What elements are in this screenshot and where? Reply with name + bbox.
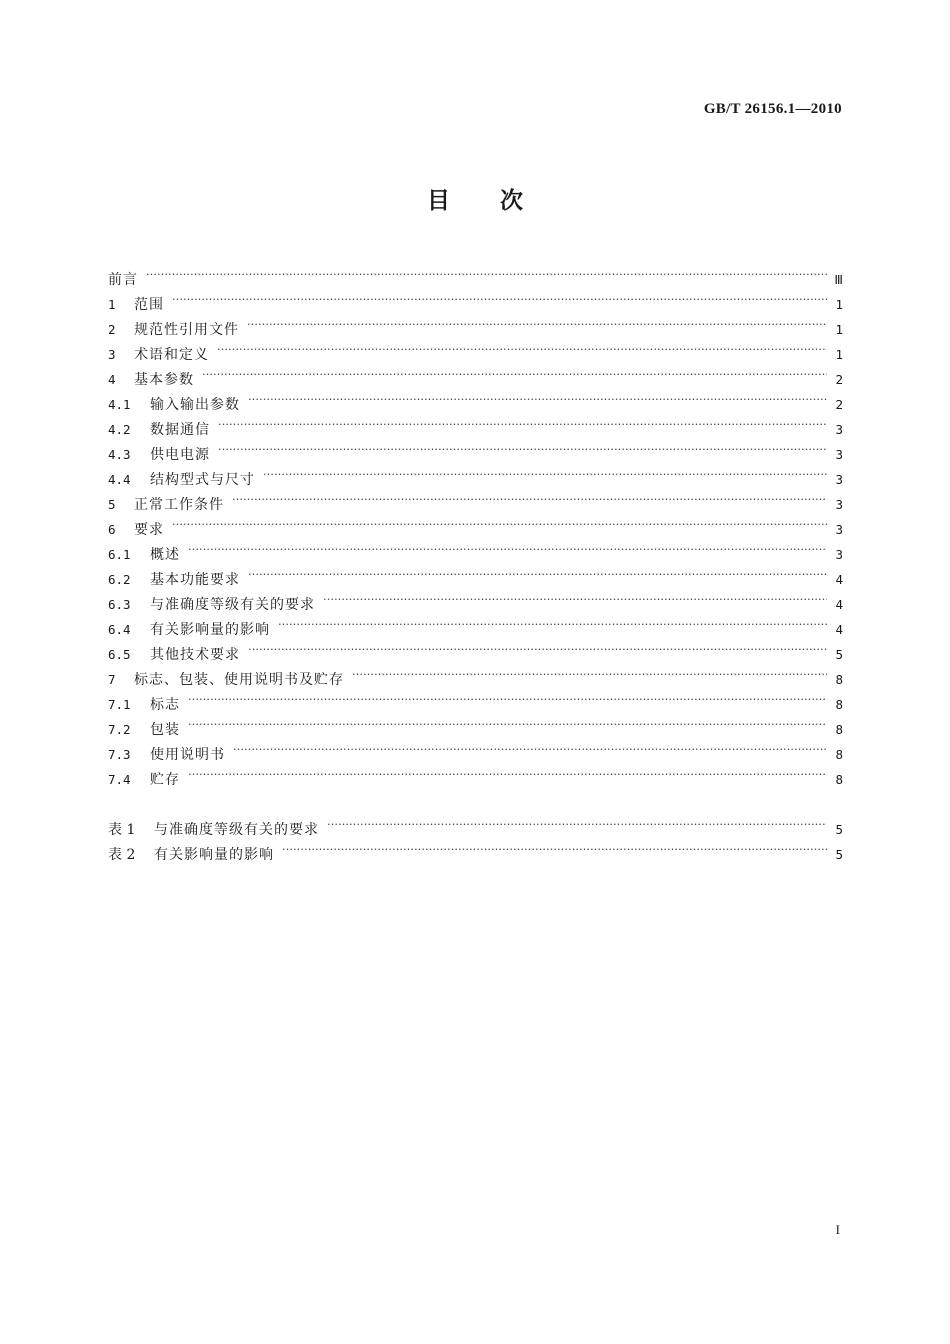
toc-table-number: 表 1: [108, 822, 136, 838]
toc-entry-number: 6.3: [108, 597, 131, 612]
toc-dot-leader: [233, 734, 827, 759]
toc-dot-leader: [248, 384, 827, 409]
toc-entry[interactable]: [108, 509, 843, 538]
toc-dot-leader: [263, 459, 827, 484]
toc-entry-number: 6.5: [108, 647, 131, 662]
toc-entry[interactable]: [108, 409, 843, 438]
toc-entry-label: 规范性引用文件: [134, 322, 239, 338]
toc-entry-label: 贮存: [150, 772, 180, 788]
toc-table-label: 有关影响量的影响: [154, 847, 274, 863]
toc-entry-label: 术语和定义: [134, 347, 209, 363]
toc-entry-label: 要求: [134, 522, 164, 538]
toc-entry-number: 4.2: [108, 422, 131, 437]
toc-entry-page: 8: [835, 772, 843, 787]
toc-entry-page: 8: [835, 697, 843, 712]
toc-entry-page: 3: [835, 472, 843, 487]
toc-entry-label: 数据通信: [150, 422, 210, 438]
toc-dot-leader: [248, 634, 827, 659]
toc-entry[interactable]: [108, 734, 843, 763]
toc-entry-page: Ⅲ: [834, 272, 843, 287]
toc-entry-label: 使用说明书: [150, 747, 225, 763]
toc-entry[interactable]: [108, 359, 843, 388]
toc-entry-number: 7.1: [108, 697, 131, 712]
toc-dot-leader: [248, 559, 827, 584]
toc-entry-number: 6: [108, 522, 116, 537]
toc-entry-page: 4: [835, 622, 843, 637]
toc-dot-leader: [188, 534, 827, 559]
toc-entry-number: 7.2: [108, 722, 131, 737]
toc-entry-label: 包装: [150, 722, 180, 738]
toc-dot-leader: [188, 709, 827, 734]
toc-entry[interactable]: [108, 459, 843, 488]
toc-dot-leader: [172, 284, 827, 309]
toc-entry-number: 7.3: [108, 747, 131, 762]
toc-entry-preface[interactable]: [108, 259, 843, 288]
toc-entry-number: 6.4: [108, 622, 131, 637]
toc-dot-leader: [327, 809, 827, 834]
toc-entry-page: 3: [835, 422, 843, 437]
toc-entry-page: 8: [835, 672, 843, 687]
toc-entry-page: 1: [835, 322, 843, 337]
page-title: 目次: [427, 188, 573, 214]
toc-dot-leader: [146, 259, 827, 284]
toc-entry-label: 输入输出参数: [150, 397, 240, 413]
toc-entry-page: 2: [835, 397, 843, 412]
toc-dot-leader: [323, 584, 827, 609]
toc-entry-number: 2: [108, 322, 116, 337]
toc-entry-number: 5: [108, 497, 116, 512]
toc-dot-leader: [218, 409, 827, 434]
toc-entry-page: 2: [835, 372, 843, 387]
toc-entry-number: 7: [108, 672, 116, 687]
table-of-contents: [108, 259, 843, 863]
toc-entry-page: 8: [835, 747, 843, 762]
toc-entry-label: 标志、包装、使用说明书及贮存: [134, 672, 344, 688]
toc-table-page: 5: [835, 822, 843, 837]
toc-entry[interactable]: [108, 534, 843, 563]
toc-dot-leader: [202, 359, 827, 384]
toc-entry-label: 基本功能要求: [150, 572, 240, 588]
toc-dot-leader: [188, 684, 827, 709]
toc-dot-leader: [352, 659, 827, 684]
toc-entry-page: 3: [835, 522, 843, 537]
toc-entry-page: 3: [835, 547, 843, 562]
toc-entry-label: 供电电源: [150, 447, 210, 463]
toc-entry-label: 与准确度等级有关的要求: [150, 597, 315, 613]
toc-entry-label: 概述: [150, 547, 180, 563]
toc-table-label: 与准确度等级有关的要求: [154, 822, 319, 838]
page-folio: I: [835, 1222, 840, 1237]
toc-entry-label: 前言: [108, 272, 138, 288]
toc-entry-number: 3: [108, 347, 116, 362]
toc-entry-label: 范围: [134, 297, 164, 313]
toc-entry-page: 3: [835, 447, 843, 462]
toc-dot-leader: [282, 834, 827, 859]
toc-dot-leader: [232, 484, 827, 509]
toc-entry-label: 其他技术要求: [150, 647, 240, 663]
toc-entry[interactable]: [108, 434, 843, 463]
section-gap: [108, 784, 843, 809]
toc-dot-leader: [278, 609, 827, 634]
toc-dot-leader: [247, 309, 827, 334]
toc-entry[interactable]: [108, 334, 843, 363]
toc-entry-number: 6.2: [108, 572, 131, 587]
toc-entry-page: 5: [835, 647, 843, 662]
toc-dot-leader: [218, 434, 827, 459]
toc-entry-page: 4: [835, 572, 843, 587]
toc-entry[interactable]: [108, 684, 843, 713]
toc-entry[interactable]: [108, 559, 843, 588]
toc-entry-page: 3: [835, 497, 843, 512]
toc-entry-page: 4: [835, 597, 843, 612]
toc-entry[interactable]: [108, 709, 843, 738]
toc-entry-label: 结构型式与尺寸: [150, 472, 255, 488]
toc-table-number: 表 2: [108, 847, 136, 863]
toc-entry[interactable]: [108, 384, 843, 413]
toc-entry-label: 基本参数: [134, 372, 194, 388]
toc-entry-number: 4.4: [108, 472, 131, 487]
toc-entry-label: 正常工作条件: [134, 497, 224, 513]
toc-entry[interactable]: [108, 759, 843, 788]
toc-table-page: 5: [835, 847, 843, 862]
toc-dot-leader: [172, 509, 827, 534]
standard-code: GB/T 26156.1—2010: [703, 101, 842, 117]
toc-entry[interactable]: [108, 284, 843, 313]
toc-entry[interactable]: [108, 309, 843, 338]
toc-entry-number: 4.1: [108, 397, 131, 412]
toc-table-entry[interactable]: [108, 809, 843, 838]
toc-dot-leader: [217, 334, 827, 359]
toc-entry-page: 1: [835, 347, 843, 362]
toc-entry-number: 6.1: [108, 547, 131, 562]
toc-entry-page: 8: [835, 722, 843, 737]
toc-entry-number: 1: [108, 297, 116, 312]
toc-entry-number: 4.3: [108, 447, 131, 462]
toc-entry-label: 有关影响量的影响: [150, 622, 270, 638]
toc-entry-label: 标志: [150, 697, 180, 713]
toc-dot-leader: [188, 759, 827, 784]
toc-entry-page: 1: [835, 297, 843, 312]
toc-entry-number: 7.4: [108, 772, 131, 787]
toc-entry-number: 4: [108, 372, 116, 387]
